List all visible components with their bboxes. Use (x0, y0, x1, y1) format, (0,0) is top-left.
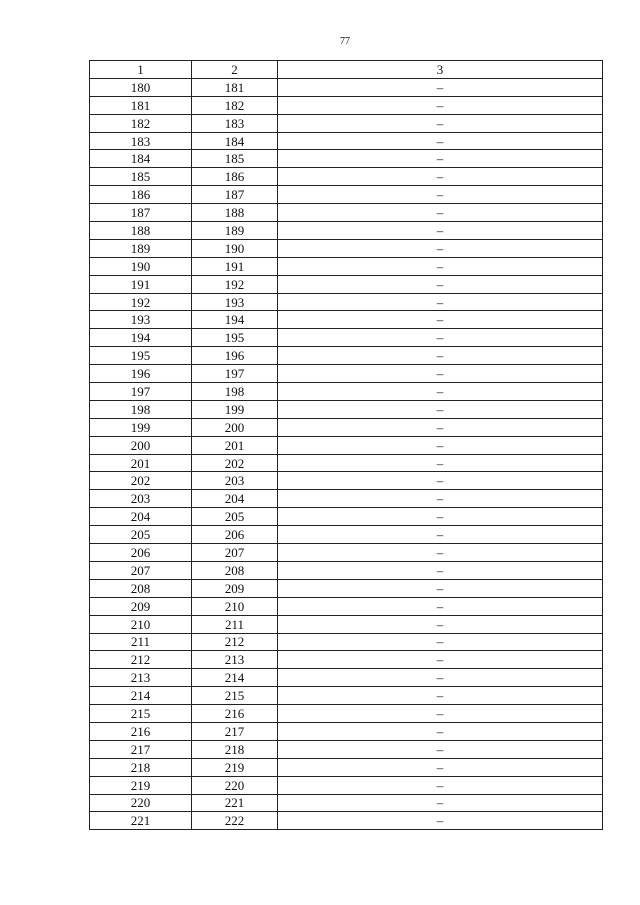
table-cell-col-1: 183 (90, 132, 192, 150)
page-number: 77 (340, 36, 350, 47)
table-row (90, 740, 603, 758)
table-cell-col-1: 217 (90, 740, 192, 758)
table-row (90, 561, 603, 579)
table-cell-col-2: 222 (192, 812, 278, 830)
table-cell-col-1: 189 (90, 239, 192, 257)
table-cell-col-1: 219 (90, 776, 192, 794)
table-cell-col-3: – (278, 150, 603, 168)
table-cell-col-1: 218 (90, 758, 192, 776)
table-cell-col-1: 216 (90, 722, 192, 740)
table-row (90, 526, 603, 544)
table-cell-col-2: 208 (192, 561, 278, 579)
table-cell-col-3: – (278, 705, 603, 723)
table-row (90, 311, 603, 329)
table-cell-col-3: – (278, 472, 603, 490)
table-cell-col-2: 187 (192, 186, 278, 204)
table-cell-col-1: 212 (90, 651, 192, 669)
table-cell-col-2: 202 (192, 454, 278, 472)
table-cell-col-2: 220 (192, 776, 278, 794)
table-cell-col-3: – (278, 204, 603, 222)
table-cell-col-1: 190 (90, 257, 192, 275)
table-cell-col-3: – (278, 383, 603, 401)
table-cell-col-1: 194 (90, 329, 192, 347)
table-cell-col-1: 180 (90, 78, 192, 96)
table-cell-col-2: 217 (192, 722, 278, 740)
table-cell-col-3: – (278, 615, 603, 633)
table-cell-col-3: – (278, 544, 603, 562)
table-row (90, 722, 603, 740)
column-header-2: 2 (192, 61, 278, 79)
table-row (90, 812, 603, 830)
table-cell-col-3: – (278, 168, 603, 186)
table-cell-col-3: – (278, 579, 603, 597)
table-cell-col-1: 182 (90, 114, 192, 132)
table-row (90, 383, 603, 401)
table-cell-col-3: – (278, 722, 603, 740)
table-cell-col-1: 211 (90, 633, 192, 651)
table-cell-col-3: – (278, 597, 603, 615)
table-cell-col-3: – (278, 812, 603, 830)
table-cell-col-3: – (278, 365, 603, 383)
table-cell-col-3: – (278, 561, 603, 579)
table-cell-col-2: 195 (192, 329, 278, 347)
table-body (90, 78, 603, 829)
table-cell-col-2: 196 (192, 347, 278, 365)
table-cell-col-1: 197 (90, 383, 192, 401)
table-cell-col-2: 210 (192, 597, 278, 615)
table-cell-col-2: 203 (192, 472, 278, 490)
table-cell-col-2: 189 (192, 222, 278, 240)
table-cell-col-2: 211 (192, 615, 278, 633)
table-cell-col-1: 210 (90, 615, 192, 633)
table-cell-col-1: 186 (90, 186, 192, 204)
table-row (90, 579, 603, 597)
table-cell-col-1: 185 (90, 168, 192, 186)
table-row (90, 758, 603, 776)
table-cell-col-3: – (278, 776, 603, 794)
table-cell-col-2: 197 (192, 365, 278, 383)
table-cell-col-2: 191 (192, 257, 278, 275)
table-row (90, 275, 603, 293)
table-cell-col-1: 204 (90, 508, 192, 526)
table-cell-col-3: – (278, 239, 603, 257)
table-cell-col-2: 193 (192, 293, 278, 311)
table-cell-col-1: 192 (90, 293, 192, 311)
table-cell-col-2: 212 (192, 633, 278, 651)
table-cell-col-1: 203 (90, 490, 192, 508)
table-cell-col-3: – (278, 347, 603, 365)
table-row (90, 472, 603, 490)
table-cell-col-2: 215 (192, 687, 278, 705)
table-cell-col-1: 206 (90, 544, 192, 562)
table-cell-col-2: 185 (192, 150, 278, 168)
table-cell-col-1: 193 (90, 311, 192, 329)
table-cell-col-3: – (278, 114, 603, 132)
table-cell-col-1: 207 (90, 561, 192, 579)
table-cell-col-2: 190 (192, 239, 278, 257)
table-row (90, 257, 603, 275)
table-row (90, 222, 603, 240)
table-row (90, 490, 603, 508)
table-row (90, 436, 603, 454)
table-cell-col-1: 200 (90, 436, 192, 454)
table-cell-col-1: 201 (90, 454, 192, 472)
table-cell-col-1: 198 (90, 400, 192, 418)
table-row (90, 186, 603, 204)
table-cell-col-2: 201 (192, 436, 278, 454)
table-row (90, 651, 603, 669)
table-row (90, 329, 603, 347)
table-cell-col-2: 194 (192, 311, 278, 329)
table-cell-col-1: 199 (90, 418, 192, 436)
table-cell-col-3: – (278, 436, 603, 454)
table-cell-col-2: 198 (192, 383, 278, 401)
table-row (90, 347, 603, 365)
table-cell-col-1: 214 (90, 687, 192, 705)
table-row (90, 293, 603, 311)
table-row (90, 597, 603, 615)
table-cell-col-1: 184 (90, 150, 192, 168)
table-header-row (90, 61, 603, 79)
table-cell-col-2: 219 (192, 758, 278, 776)
table-cell-col-2: 192 (192, 275, 278, 293)
table-cell-col-3: – (278, 490, 603, 508)
table-cell-col-2: 182 (192, 96, 278, 114)
table-cell-col-3: – (278, 740, 603, 758)
table-row (90, 794, 603, 812)
table-cell-col-1: 181 (90, 96, 192, 114)
table-cell-col-2: 204 (192, 490, 278, 508)
table-cell-col-1: 195 (90, 347, 192, 365)
table-cell-col-2: 221 (192, 794, 278, 812)
table-cell-col-3: – (278, 311, 603, 329)
table-row (90, 114, 603, 132)
table-cell-col-2: 186 (192, 168, 278, 186)
table-row (90, 633, 603, 651)
table-cell-col-1: 215 (90, 705, 192, 723)
table-cell-col-1: 196 (90, 365, 192, 383)
table-row (90, 705, 603, 723)
table-row (90, 615, 603, 633)
table-row (90, 687, 603, 705)
table-cell-col-3: – (278, 794, 603, 812)
table-cell-col-3: – (278, 669, 603, 687)
table-cell-col-2: 213 (192, 651, 278, 669)
table-row (90, 508, 603, 526)
table-row (90, 669, 603, 687)
table-cell-col-3: – (278, 293, 603, 311)
column-header-1: 1 (90, 61, 192, 79)
table-cell-col-2: 181 (192, 78, 278, 96)
table-cell-col-3: – (278, 758, 603, 776)
table-cell-col-1: 220 (90, 794, 192, 812)
table-cell-col-2: 218 (192, 740, 278, 758)
table-cell-col-2: 216 (192, 705, 278, 723)
table-cell-col-2: 184 (192, 132, 278, 150)
table-cell-col-3: – (278, 78, 603, 96)
table-cell-col-1: 202 (90, 472, 192, 490)
table-cell-col-3: – (278, 186, 603, 204)
table-cell-col-3: – (278, 454, 603, 472)
table-cell-col-2: 200 (192, 418, 278, 436)
table-cell-col-2: 188 (192, 204, 278, 222)
table-cell-col-1: 209 (90, 597, 192, 615)
table-cell-col-2: 206 (192, 526, 278, 544)
table-cell-col-3: – (278, 222, 603, 240)
table-cell-col-2: 214 (192, 669, 278, 687)
table-cell-col-3: – (278, 418, 603, 436)
table-cell-col-3: – (278, 633, 603, 651)
table-cell-col-2: 207 (192, 544, 278, 562)
table-row (90, 78, 603, 96)
table-row (90, 204, 603, 222)
table-row (90, 365, 603, 383)
table-row (90, 168, 603, 186)
table-row (90, 239, 603, 257)
table-cell-col-1: 188 (90, 222, 192, 240)
table-cell-col-3: – (278, 257, 603, 275)
table-row (90, 96, 603, 114)
table-cell-col-1: 208 (90, 579, 192, 597)
table-cell-col-2: 205 (192, 508, 278, 526)
table-row (90, 776, 603, 794)
table-cell-col-3: – (278, 275, 603, 293)
table-cell-col-3: – (278, 132, 603, 150)
table-cell-col-1: 191 (90, 275, 192, 293)
table-cell-col-2: 183 (192, 114, 278, 132)
table-cell-col-3: – (278, 687, 603, 705)
table-row (90, 150, 603, 168)
column-header-3: 3 (278, 61, 603, 79)
table-cell-col-1: 221 (90, 812, 192, 830)
table-row (90, 454, 603, 472)
table-cell-col-1: 205 (90, 526, 192, 544)
table-cell-col-1: 213 (90, 669, 192, 687)
table-cell-col-3: – (278, 400, 603, 418)
table-cell-col-2: 209 (192, 579, 278, 597)
table-row (90, 544, 603, 562)
table-cell-col-3: – (278, 651, 603, 669)
table-cell-col-3: – (278, 329, 603, 347)
table-cell-col-3: – (278, 96, 603, 114)
table-cell-col-3: – (278, 508, 603, 526)
table-cell-col-3: – (278, 526, 603, 544)
data-table (89, 60, 603, 830)
table-row (90, 400, 603, 418)
table-cell-col-2: 199 (192, 400, 278, 418)
table-cell-col-1: 187 (90, 204, 192, 222)
table-row (90, 132, 603, 150)
table-row (90, 418, 603, 436)
